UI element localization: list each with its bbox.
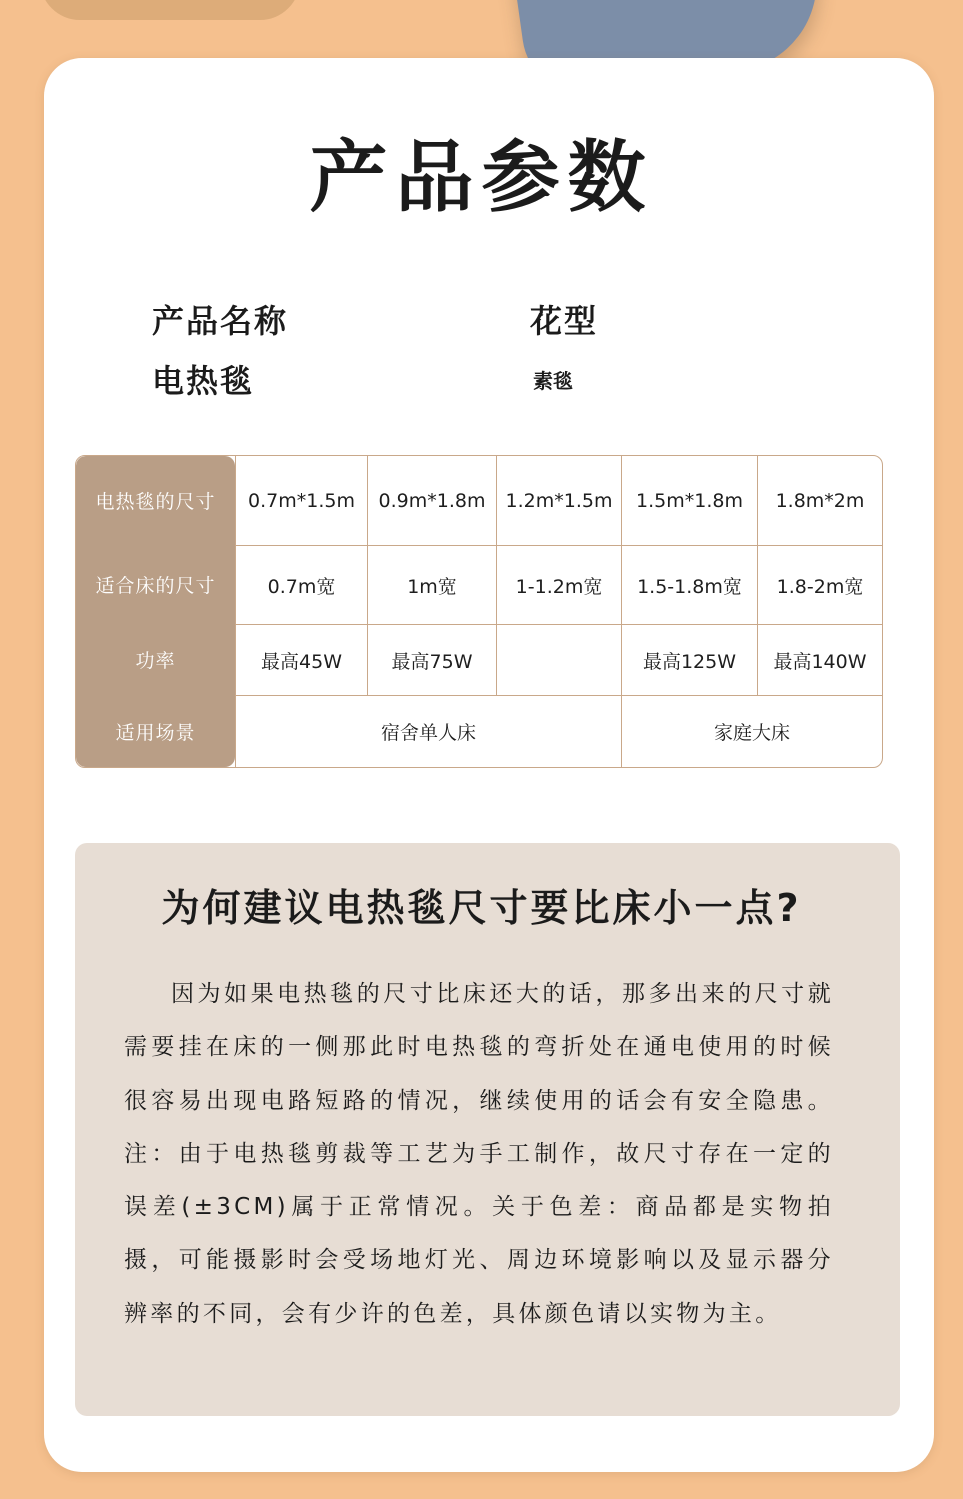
table-cell-merged: 家庭大床 [621,695,882,767]
note-body: 因为如果电热毯的尺寸比床还大的话，那多出来的尺寸就需要挂在床的一侧那此时电热毯的弯折处在通电使用的时候很容易出现电路短路的情况，继续使用的话会有安全隐患。注：由于电热毯剪裁等工艺为手工制作，故尺寸存在一定的误差(±3CM)属于正常情况。关于色差：商品都是实物拍摄，可能摄影时会受场地灯光、周边环境影响以及显示器分辨率的不同，会有少许的色差，具体颜色请以实物为主。 [124,981,834,1327]
pattern-label: 花型 [530,302,599,340]
table-cell: 1.8m*2m [757,456,882,545]
table-cell: 0.9m*1.8m [367,456,496,545]
row-header-scene: 适用场景 [115,721,196,744]
table-cell: 0.7m*1.5m [235,456,367,545]
row-header-bed-size: 适合床的尺寸 [95,575,216,597]
table-cell: 最高140W [757,624,882,695]
product-name-value: 电热毯 [152,362,255,400]
note-title: 为何建议电热毯尺寸要比床小一点? [161,886,802,930]
table-cell: 1.8-2m宽 [757,545,882,624]
table-cell-merged: 宿舍单人床 [235,695,621,767]
row-header-blanket-size: 电热毯的尺寸 [95,491,216,513]
pillow-image [40,0,300,20]
table-cell: 1.5m*1.8m [621,456,757,545]
table-cell: 1.5-1.8m宽 [621,545,757,624]
table-cell: 1m宽 [367,545,496,624]
table-cell: 0.7m宽 [235,545,367,624]
product-name-label: 产品名称 [152,302,289,340]
table-cell: 最高125W [621,624,757,695]
table-cell: 最高75W [367,624,496,695]
table-cell: 1.2m*1.5m [496,456,621,545]
spec-table [75,455,883,768]
row-header-power: 功率 [135,650,176,672]
page-title: 产品参数 [309,133,654,223]
pattern-value: 素毯 [533,369,573,393]
table-cell: 1-1.2m宽 [496,545,621,624]
table-cell-empty [496,624,621,695]
header-column [76,456,235,767]
table-cell: 最高45W [235,624,367,695]
